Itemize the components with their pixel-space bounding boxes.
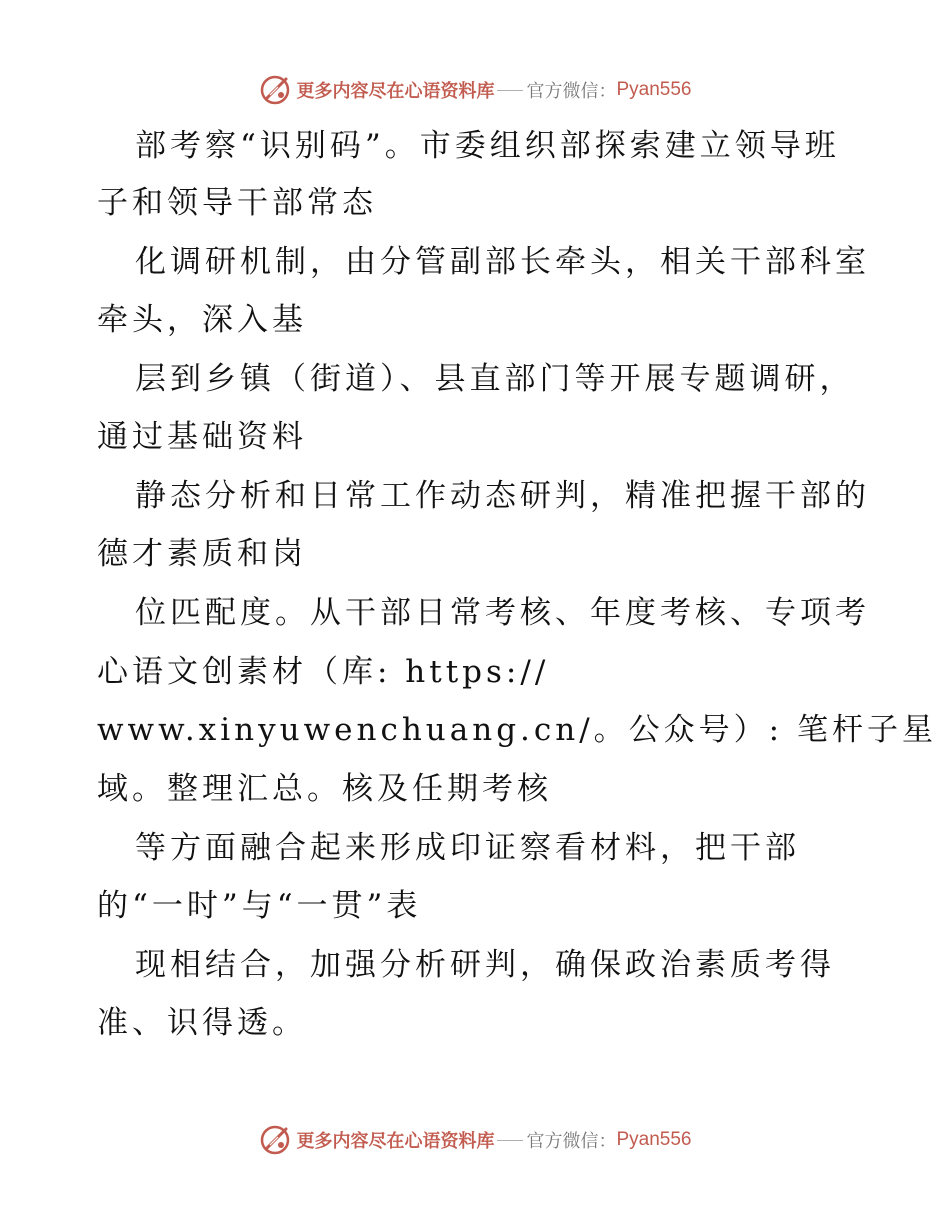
banner-main-text: 更多内容尽在心语资料库 (296, 1131, 495, 1152)
body-line: 域。整理汇总。核及任期考核 (97, 771, 552, 807)
body-line: 牵头，深入基 (97, 302, 307, 338)
body-line: 部考察“识别码”。市委组织部探索建立领导班 (135, 128, 840, 164)
header-banner (0, 70, 950, 110)
banner-wechat-id: Pyan556 (616, 1129, 692, 1150)
body-line: 子和领导干部常态 (97, 185, 377, 221)
body-line: 等方面融合起来形成印证察看材料，把干部 (135, 830, 800, 866)
body-line: www.xinyuwenchuang.cn/。公众号）: 笔杆子星 (97, 712, 937, 748)
pen-logo-icon (258, 1123, 292, 1157)
body-line: 心语文创素材（库: https:// (97, 654, 550, 690)
body-line: 层到乡镇（街道）、县直部门等开展专题调研， (135, 361, 855, 397)
banner-divider (497, 1140, 523, 1141)
pen-logo-icon (258, 73, 292, 107)
banner-channel-text: 官方微信： (526, 81, 617, 102)
body-line: 化调研机制，由分管副部长牵头，相关干部科室 (135, 244, 870, 280)
banner-wechat-id: Pyan556 (616, 79, 692, 100)
body-line: 静态分析和日常工作动态研判，精准把握干部的 (135, 478, 870, 514)
body-line: 通过基础资料 (97, 419, 307, 455)
banner-channel-text: 官方微信： (526, 1131, 617, 1152)
body-line: 德才素质和岗 (97, 536, 307, 572)
body-line: 的“一时”与“一贯”表 (97, 888, 422, 924)
body-line: 准、识得透。 (97, 1005, 307, 1041)
body-line: 位匹配度。从干部日常考核、年度考核、专项考 (135, 595, 870, 631)
footer-banner (0, 1120, 950, 1160)
body-line: 现相结合，加强分析研判，确保政治素质考得 (135, 947, 835, 983)
banner-divider (497, 90, 523, 91)
banner-main-text: 更多内容尽在心语资料库 (296, 81, 495, 102)
